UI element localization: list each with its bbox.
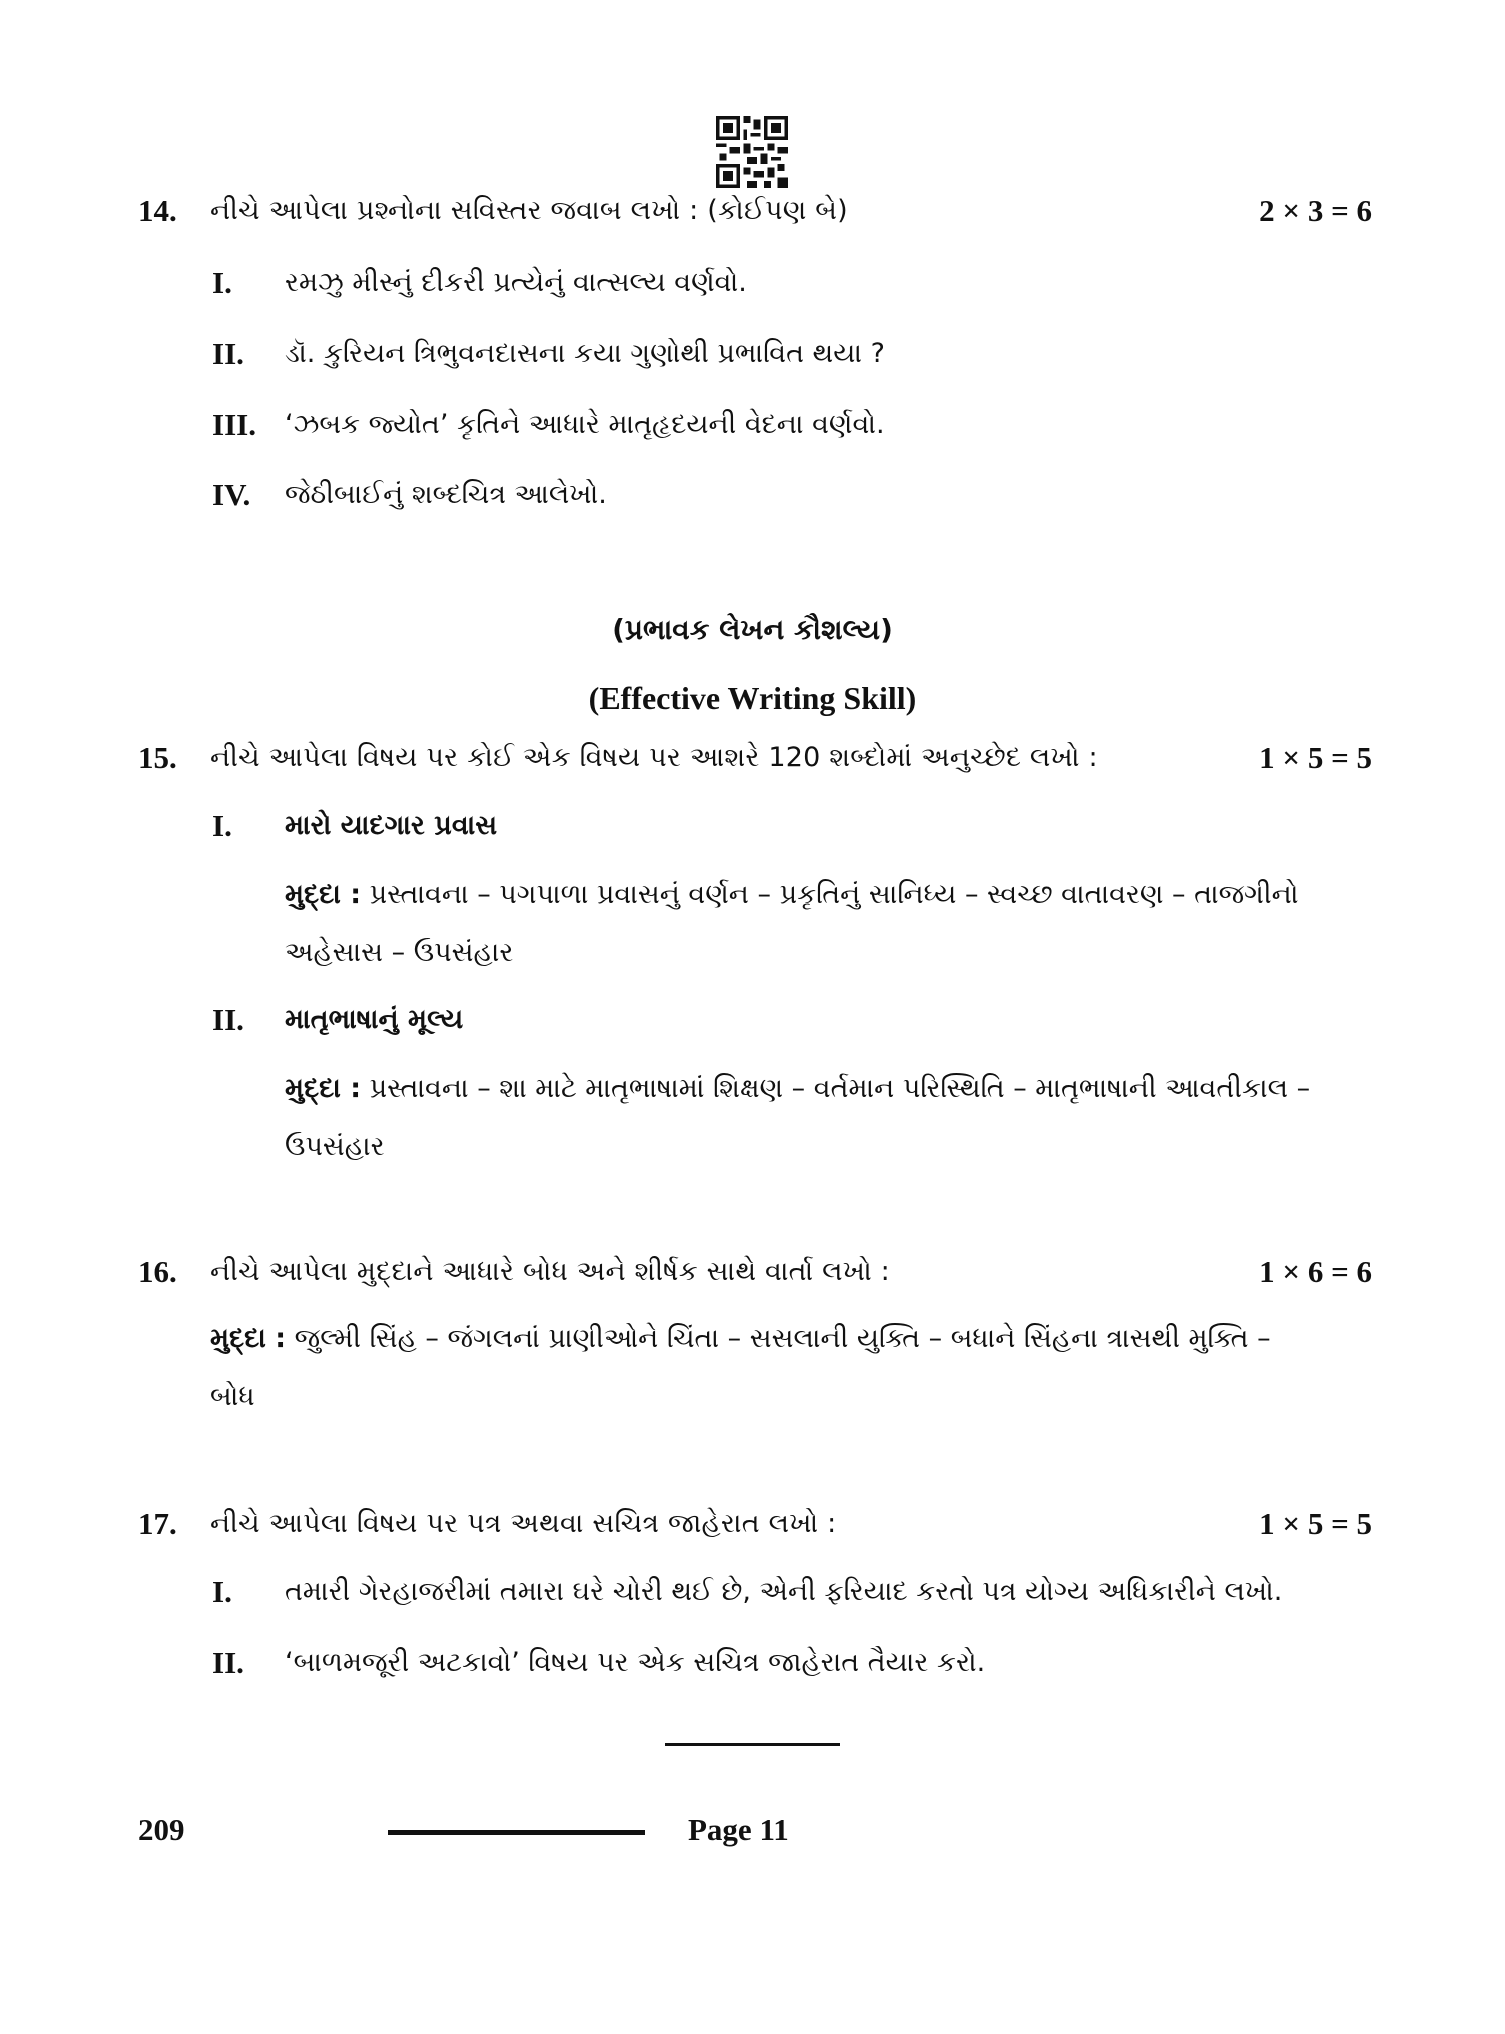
question-15-number: 15. [138, 740, 177, 775]
question-14-marks: 2 × 3 = 6 [1259, 193, 1372, 228]
question-17-item-2-roman: II. [212, 1645, 244, 1680]
question-14-item-1-roman: I. [212, 265, 232, 300]
question-17-number: 17. [138, 1506, 177, 1541]
question-15-item-2-points [285, 1060, 1315, 1176]
question-15-item-2-topic: માતૃભાષાનું મૂલ્ય [285, 1004, 464, 1035]
section-heading-english: (Effective Writing Skill) [588, 680, 917, 716]
end-of-section-rule [665, 1743, 840, 1746]
question-17-item-1-text: તમારી ગેરહાજરીમાં તમારા ઘરે ચોરી થઈ છે, એની ફરિયાદ કરતો પત્ર યોગ્ય અધિકારીને લખો. [285, 1576, 1283, 1607]
points-text: પ્રસ્તાવના – પગપાળા પ્રવાસનું વર્ણન – પ્રકૃતિનું સાનિધ્ય – સ્વચ્છ વાતાવરણ – તાજગીનો અહેસાસ – ઉપસંહાર [285, 879, 1299, 968]
question-14-item-4-text: જેઠીબાઈનું શબ્દચિત્ર આલેખો. [285, 479, 607, 510]
question-14-item-4-roman: IV. [212, 477, 251, 512]
question-16-marks: 1 × 6 = 6 [1259, 1254, 1372, 1289]
question-15-item-1-topic: મારો યાદગાર પ્રવાસ [285, 810, 498, 841]
question-15-text: નીચે આપેલા વિષય પર કોઈ એક વિષય પર આશરે 120 શબ્દોમાં અનુચ્છેદ લખો : [210, 742, 1098, 773]
question-16-number: 16. [138, 1254, 177, 1289]
question-15-marks: 1 × 5 = 5 [1259, 740, 1372, 775]
question-14-item-2-text: ડૉ. કુરિયન ત્રિભુવનદાસના કયા ગુણોથી પ્રભાવિત થયા ? [285, 338, 885, 369]
question-14-item-3-text: ‘ઝબક જ્યોત’ કૃતિને આધારે માતૃહૃદયની વેદના વર્ણવો. [285, 409, 885, 440]
qr-code-icon [716, 116, 788, 188]
question-15-item-1-points [285, 866, 1315, 982]
points-text: પ્રસ્તાવના – શા માટે માતૃભાષામાં શિક્ષણ – વર્તમાન પરિસ્થિતિ – માતૃભાષાની આવતીકાલ – ઉપસંહાર [285, 1073, 1311, 1162]
question-17-item-2-text: ‘બાળમજૂરી અટકાવો’ વિષય પર એક સચિત્ર જાહેરાત તૈયાર કરો. [285, 1647, 986, 1678]
question-17-item-1-roman: I. [212, 1574, 232, 1609]
footer-paper-code: 209 [138, 1812, 185, 1847]
question-14-item-2-roman: II. [212, 336, 244, 371]
question-16-text: નીચે આપેલા મુદ્દાને આધારે બોધ અને શીર્ષક સાથે વાર્તા લખો : [210, 1256, 890, 1287]
footer-page-number: Page 11 [688, 1812, 789, 1847]
question-14-number: 14. [138, 193, 177, 228]
question-14-item-3-roman: III. [212, 407, 256, 442]
section-heading-gujarati: (પ્રભાવક લેખન કૌશલ્ય) [612, 613, 893, 646]
points-label: મુદ્દા : [285, 879, 362, 910]
question-17-text: નીચે આપેલા વિષય પર પત્ર અથવા સચિત્ર જાહેરાત લખો : [210, 1508, 837, 1539]
question-17-marks: 1 × 5 = 5 [1259, 1506, 1372, 1541]
points-text: જુલ્મી સિંહ – જંગલનાં પ્રાણીઓને ચિંતા – સસલાની યુક્તિ – બધાને સિંહના ત્રાસથી મુક્તિ – બોધ [210, 1323, 1271, 1412]
question-15-item-2-roman: II. [212, 1002, 244, 1037]
points-label: મુદ્દા : [210, 1323, 287, 1354]
question-14-text: નીચે આપેલા પ્રશ્નોના સવિસ્તર જવાબ લખો : (કોઈપણ બે) [210, 195, 848, 226]
question-15-item-1-roman: I. [212, 808, 232, 843]
question-16-points [210, 1310, 1310, 1426]
question-14-item-1-text: રમઝુ મીસ્નું દીકરી પ્રત્યેનું વાત્સલ્ય વર્ણવો. [285, 267, 747, 298]
points-label: મુદ્દા : [285, 1073, 362, 1104]
footer-rule [388, 1830, 645, 1835]
